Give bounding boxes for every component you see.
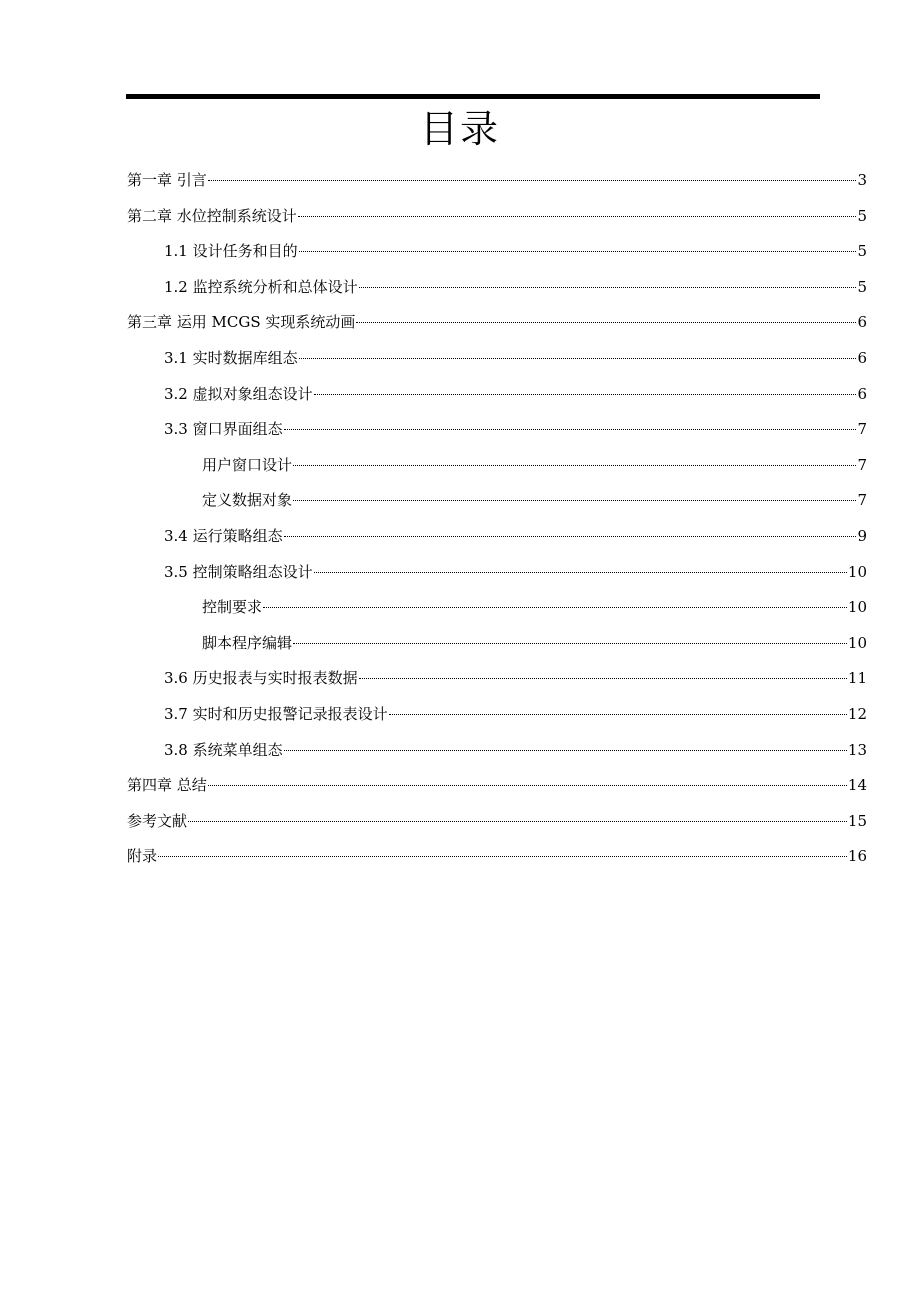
toc-entry-page-number: 5: [857, 242, 867, 261]
toc-entry-page-number: 12: [847, 704, 867, 723]
toc-entry[interactable]: [127, 341, 867, 377]
toc-entry-label: 附录: [127, 847, 158, 866]
dot-leader: [359, 678, 847, 679]
dot-leader: [299, 251, 857, 252]
toc-entry[interactable]: [127, 626, 867, 662]
dot-leader: [314, 572, 847, 573]
dot-leader: [208, 180, 857, 181]
toc-entry-label: 参考文献: [127, 811, 188, 830]
toc-entry-label: 1.2 监控系统分析和总体设计: [164, 277, 358, 296]
dot-leader: [188, 821, 847, 822]
header-rule: [126, 94, 820, 99]
toc-entry-page-number: 6: [857, 348, 867, 367]
toc-entry[interactable]: [127, 199, 867, 235]
toc-entry[interactable]: [127, 804, 867, 840]
toc-entry-label: 3.1 实时数据库组态: [164, 348, 298, 367]
dot-leader: [263, 607, 847, 608]
toc-entry-page-number: 5: [857, 206, 867, 225]
toc-entry-label: 3.8 系统菜单组态: [164, 740, 283, 759]
toc-entry[interactable]: [127, 234, 867, 270]
toc-entry-page-number: 13: [847, 740, 867, 759]
toc-entry-page-number: 10: [847, 633, 867, 652]
toc-entry-page-number: 9: [857, 526, 867, 545]
toc-list: [127, 163, 867, 875]
toc-entry-label: 3.4 运行策略组态: [164, 526, 283, 545]
toc-entry-label: 用户窗口设计: [202, 455, 293, 474]
toc-entry-page-number: 10: [847, 562, 867, 581]
dot-leader: [298, 216, 857, 217]
toc-entry-page-number: 14: [847, 776, 867, 795]
toc-entry[interactable]: [127, 590, 867, 626]
toc-entry[interactable]: [127, 448, 867, 484]
toc-entry-label: 3.7 实时和历史报警记录报表设计: [164, 704, 388, 723]
dot-leader: [284, 536, 857, 537]
dot-leader: [158, 856, 847, 857]
toc-entry-label: 脚本程序编辑: [202, 633, 293, 652]
dot-leader: [293, 465, 856, 466]
toc-entry-page-number: 6: [857, 384, 867, 403]
toc-entry[interactable]: [127, 377, 867, 413]
toc-entry[interactable]: [127, 483, 867, 519]
toc-entry-page-number: 10: [847, 598, 867, 617]
toc-title: 目录: [419, 107, 500, 151]
dot-leader: [208, 785, 847, 786]
toc-entry-label: 3.6 历史报表与实时报表数据: [164, 669, 358, 688]
toc-entry[interactable]: [127, 839, 867, 875]
toc-entry-page-number: 6: [857, 313, 867, 332]
toc-entry-page-number: 16: [847, 847, 867, 866]
toc-entry-page-number: 11: [847, 669, 867, 688]
dot-leader: [299, 358, 857, 359]
dot-leader: [284, 429, 857, 430]
toc-entry[interactable]: [127, 412, 867, 448]
toc-entry[interactable]: [127, 661, 867, 697]
toc-entry[interactable]: [127, 555, 867, 591]
toc-entry-label: 控制要求: [202, 598, 263, 617]
toc-entry-label: 1.1 设计任务和目的: [164, 242, 298, 261]
dot-leader: [356, 322, 856, 323]
toc-entry-page-number: 3: [857, 171, 867, 189]
toc-entry[interactable]: [127, 163, 867, 199]
dot-leader: [359, 287, 857, 288]
toc-entry-label: 定义数据对象: [202, 491, 293, 510]
toc-entry[interactable]: [127, 519, 867, 555]
toc-entry[interactable]: [127, 768, 867, 804]
dot-leader: [284, 750, 847, 751]
toc-entry-label: 3.2 虚拟对象组态设计: [164, 384, 313, 403]
toc-entry-page-number: 7: [857, 455, 867, 474]
toc-entry-label: 第四章 总结: [127, 776, 207, 795]
toc-entry-page-number: 7: [857, 491, 867, 510]
toc-entry-label: 第一章 引言: [127, 171, 207, 189]
toc-entry-label: 第二章 水位控制系统设计: [127, 206, 297, 225]
toc-entry-label: 3.5 控制策略组态设计: [164, 562, 313, 581]
toc-entry-label: 3.3 窗口界面组态: [164, 420, 283, 439]
toc-entry[interactable]: [127, 733, 867, 769]
toc-entry-page-number: 5: [857, 277, 867, 296]
dot-leader: [389, 714, 847, 715]
toc-entry[interactable]: [127, 270, 867, 306]
toc-entry-page-number: 15: [847, 811, 867, 830]
toc-entry[interactable]: [127, 305, 867, 341]
dot-leader: [293, 500, 856, 501]
toc-entry-page-number: 7: [857, 420, 867, 439]
toc-entry-label: 第三章 运用 MCGS 实现系统动画: [127, 313, 356, 332]
toc-entry[interactable]: [127, 697, 867, 733]
dot-leader: [293, 643, 847, 644]
dot-leader: [314, 394, 857, 395]
